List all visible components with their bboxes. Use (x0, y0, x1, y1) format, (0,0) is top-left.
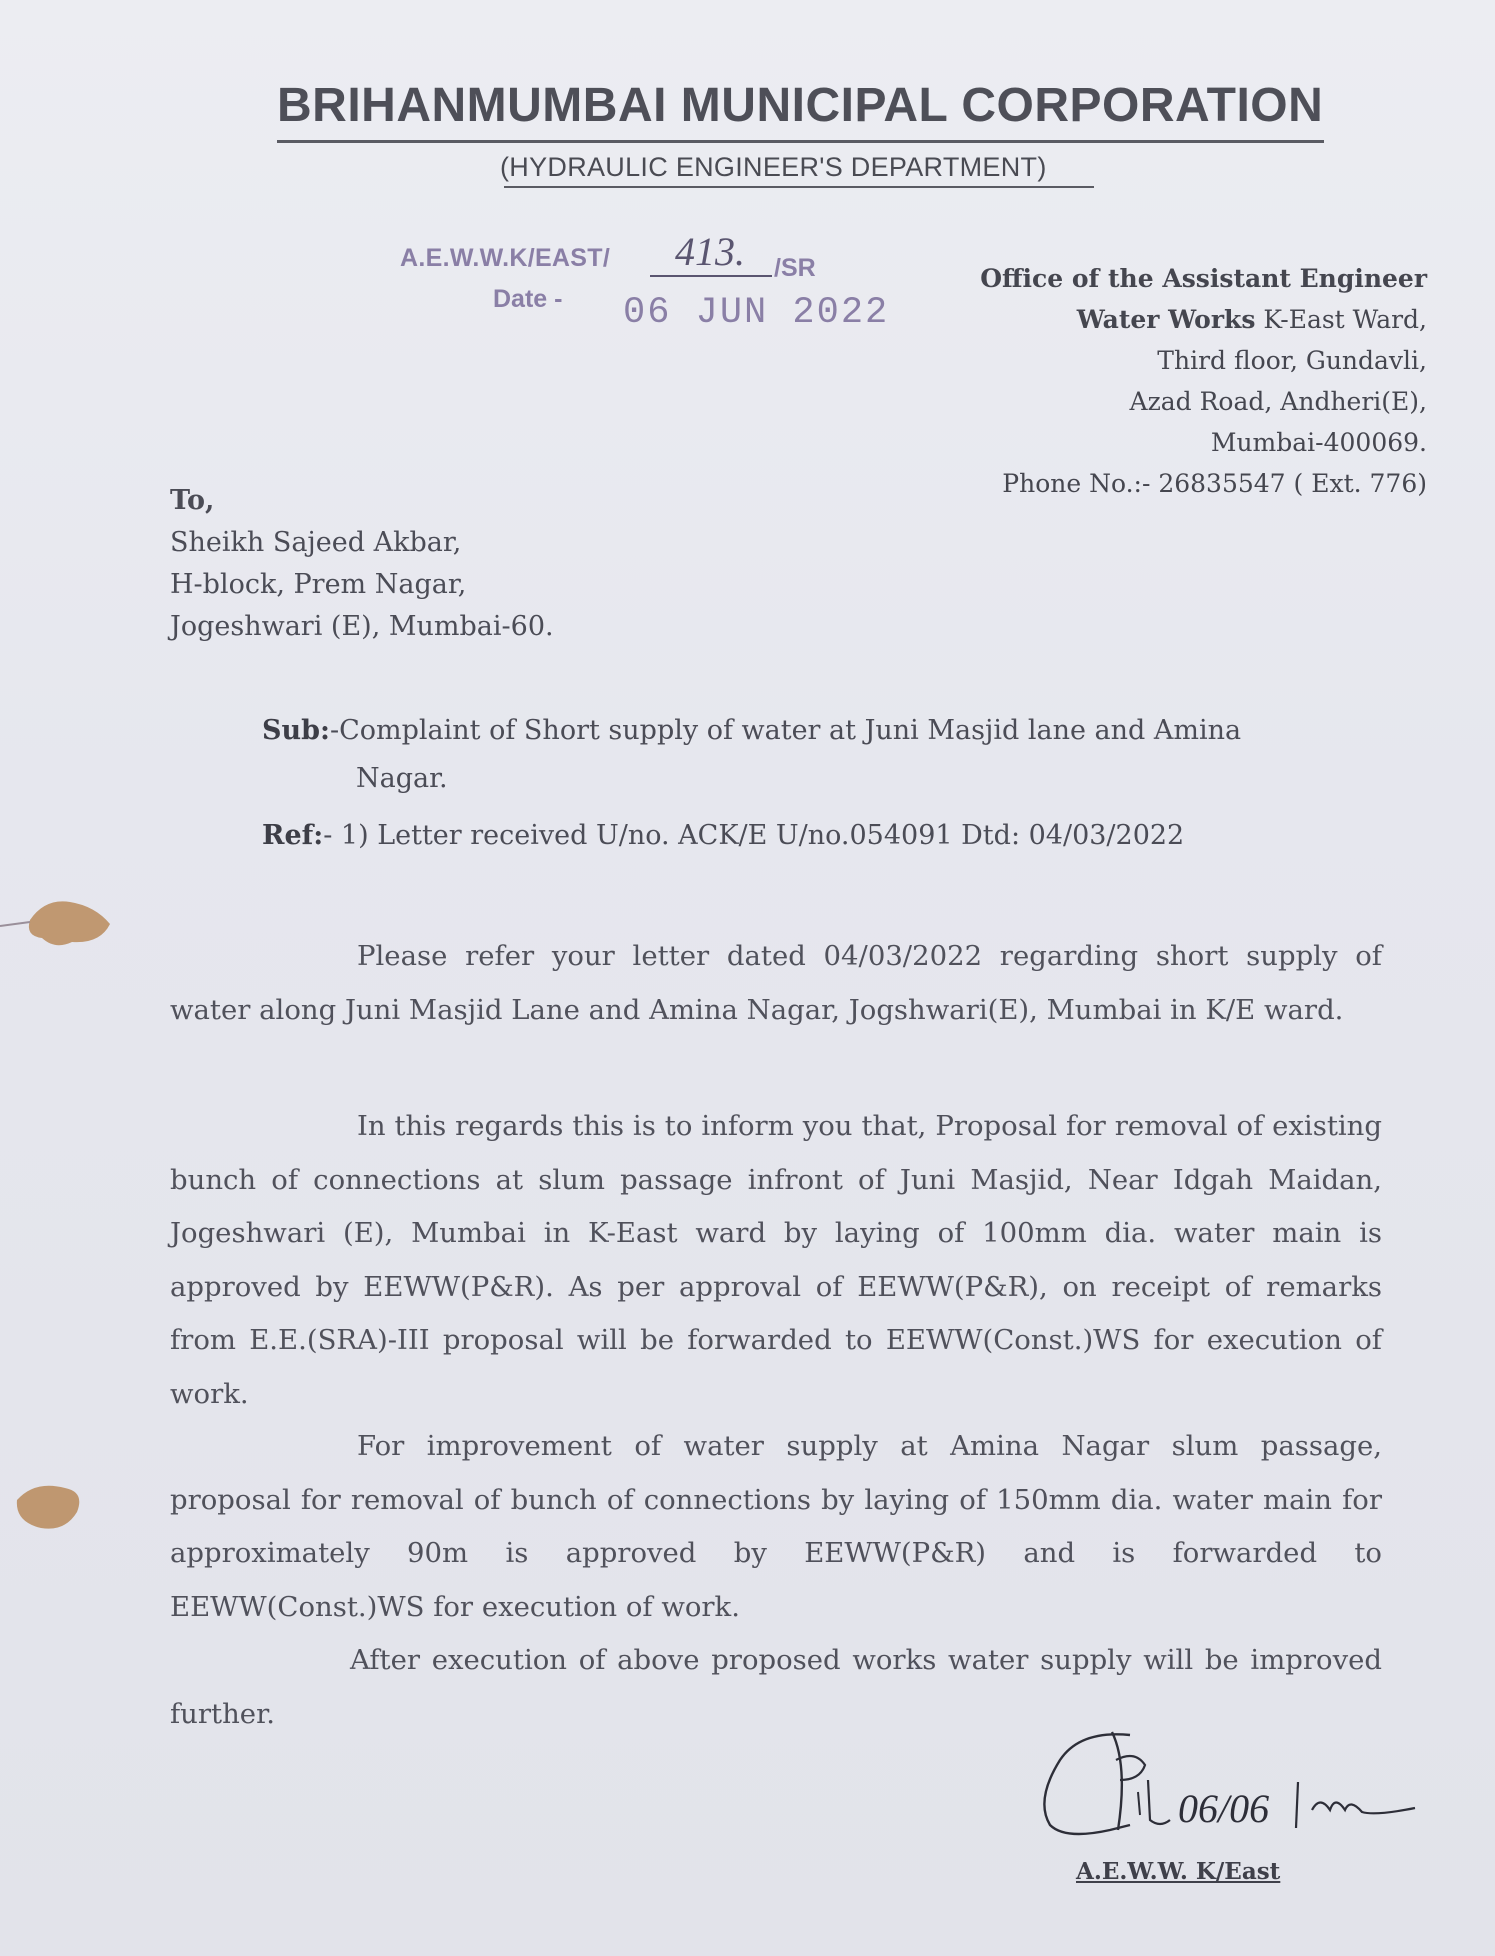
reference-number-line (650, 275, 772, 277)
office-title: Office of the Assistant Engineer (980, 264, 1427, 293)
body-paragraph-1: Please refer your letter dated 04/03/2022 regarding short supply of water along Juni Masjid Lane and Amina Nagar, Jogshwari(E), Mumbai in K/E ward. (170, 940, 1382, 1026)
reference-text: - 1) Letter received U/no. ACK/E U/no.054091 Dtd: 04/03/2022 (323, 820, 1185, 851)
subject-text: -Complaint of Short supply of water at Juni Masjid lane and Amina (329, 715, 1242, 746)
department-heading: (HYDRAULIC ENGINEER'S DEPARTMENT) (500, 152, 1047, 182)
office-city: Mumbai-400069. (1210, 428, 1427, 457)
office-phone: Phone No.:- 26835547 ( Ext. 776) (1002, 469, 1427, 498)
date-label: Date - (493, 285, 563, 313)
organization-heading: BRIHANMUMBAI MUNICIPAL CORPORATION (277, 79, 1324, 132)
subject-line (262, 707, 1241, 803)
date-stamp: 06 JUN 2022 (623, 292, 890, 334)
body-paragraph-4: After execution of above proposed works water supply will be improved further. (170, 1644, 1382, 1730)
subject-text-continued: Nagar. (356, 763, 448, 794)
to-label: To, (170, 485, 215, 516)
paper-stain (5, 1470, 95, 1540)
signature (1020, 1720, 1440, 1850)
department-underline (504, 186, 1094, 188)
subject-label: Sub: (262, 715, 330, 746)
body-paragraph-2: In this regards this is to inform you that, Proposal for removal of existing bunch of connections at slum passage infront of Juni Masjid, Near Idgah Maidan, Jogeshwari (E), Mumbai in K-East ward by laying of 100mm dia. water main is approved by EEWW(P&R). As per approval of EEWW(P&R), on receipt of remarks from E.E.(SRA)-III proposal will be forwarded to EEWW(Const.)WS for execution of work. (170, 1110, 1382, 1410)
recipient-address-line1: H-block, Prem Nagar, (170, 569, 467, 600)
signature-date: 06/06 (1178, 1786, 1270, 1831)
recipient-name: Sheikh Sajeed Akbar, (170, 527, 462, 558)
paper-stain (0, 880, 140, 960)
heading-underline (277, 140, 1324, 143)
reference-suffix: /SR (774, 254, 816, 282)
recipient-block (170, 480, 554, 648)
reference-line (262, 820, 1184, 851)
office-address (980, 258, 1427, 504)
reference-stamp: A.E.W.W.K/EAST/ (400, 244, 611, 272)
reference-number: 413. (675, 229, 745, 274)
reference-label: Ref: (262, 820, 324, 851)
body-paragraph-3: For improvement of water supply at Amina Nagar slum passage, proposal for removal of bunch of connections by laying of 150mm dia. water main for approximately 90m is approved by EEWW(P&R) and is forwarded to EEWW(Const.)WS for execution of work. (170, 1430, 1382, 1623)
office-road: Azad Road, Andheri(E), (1129, 387, 1427, 416)
office-ward: Water Works K-East Ward, (1076, 305, 1427, 334)
signatory-title: A.E.W.W. K/East (1076, 1858, 1281, 1885)
recipient-address-line2: Jogeshwari (E), Mumbai-60. (170, 611, 554, 642)
office-floor: Third floor, Gundavli, (1157, 346, 1427, 375)
